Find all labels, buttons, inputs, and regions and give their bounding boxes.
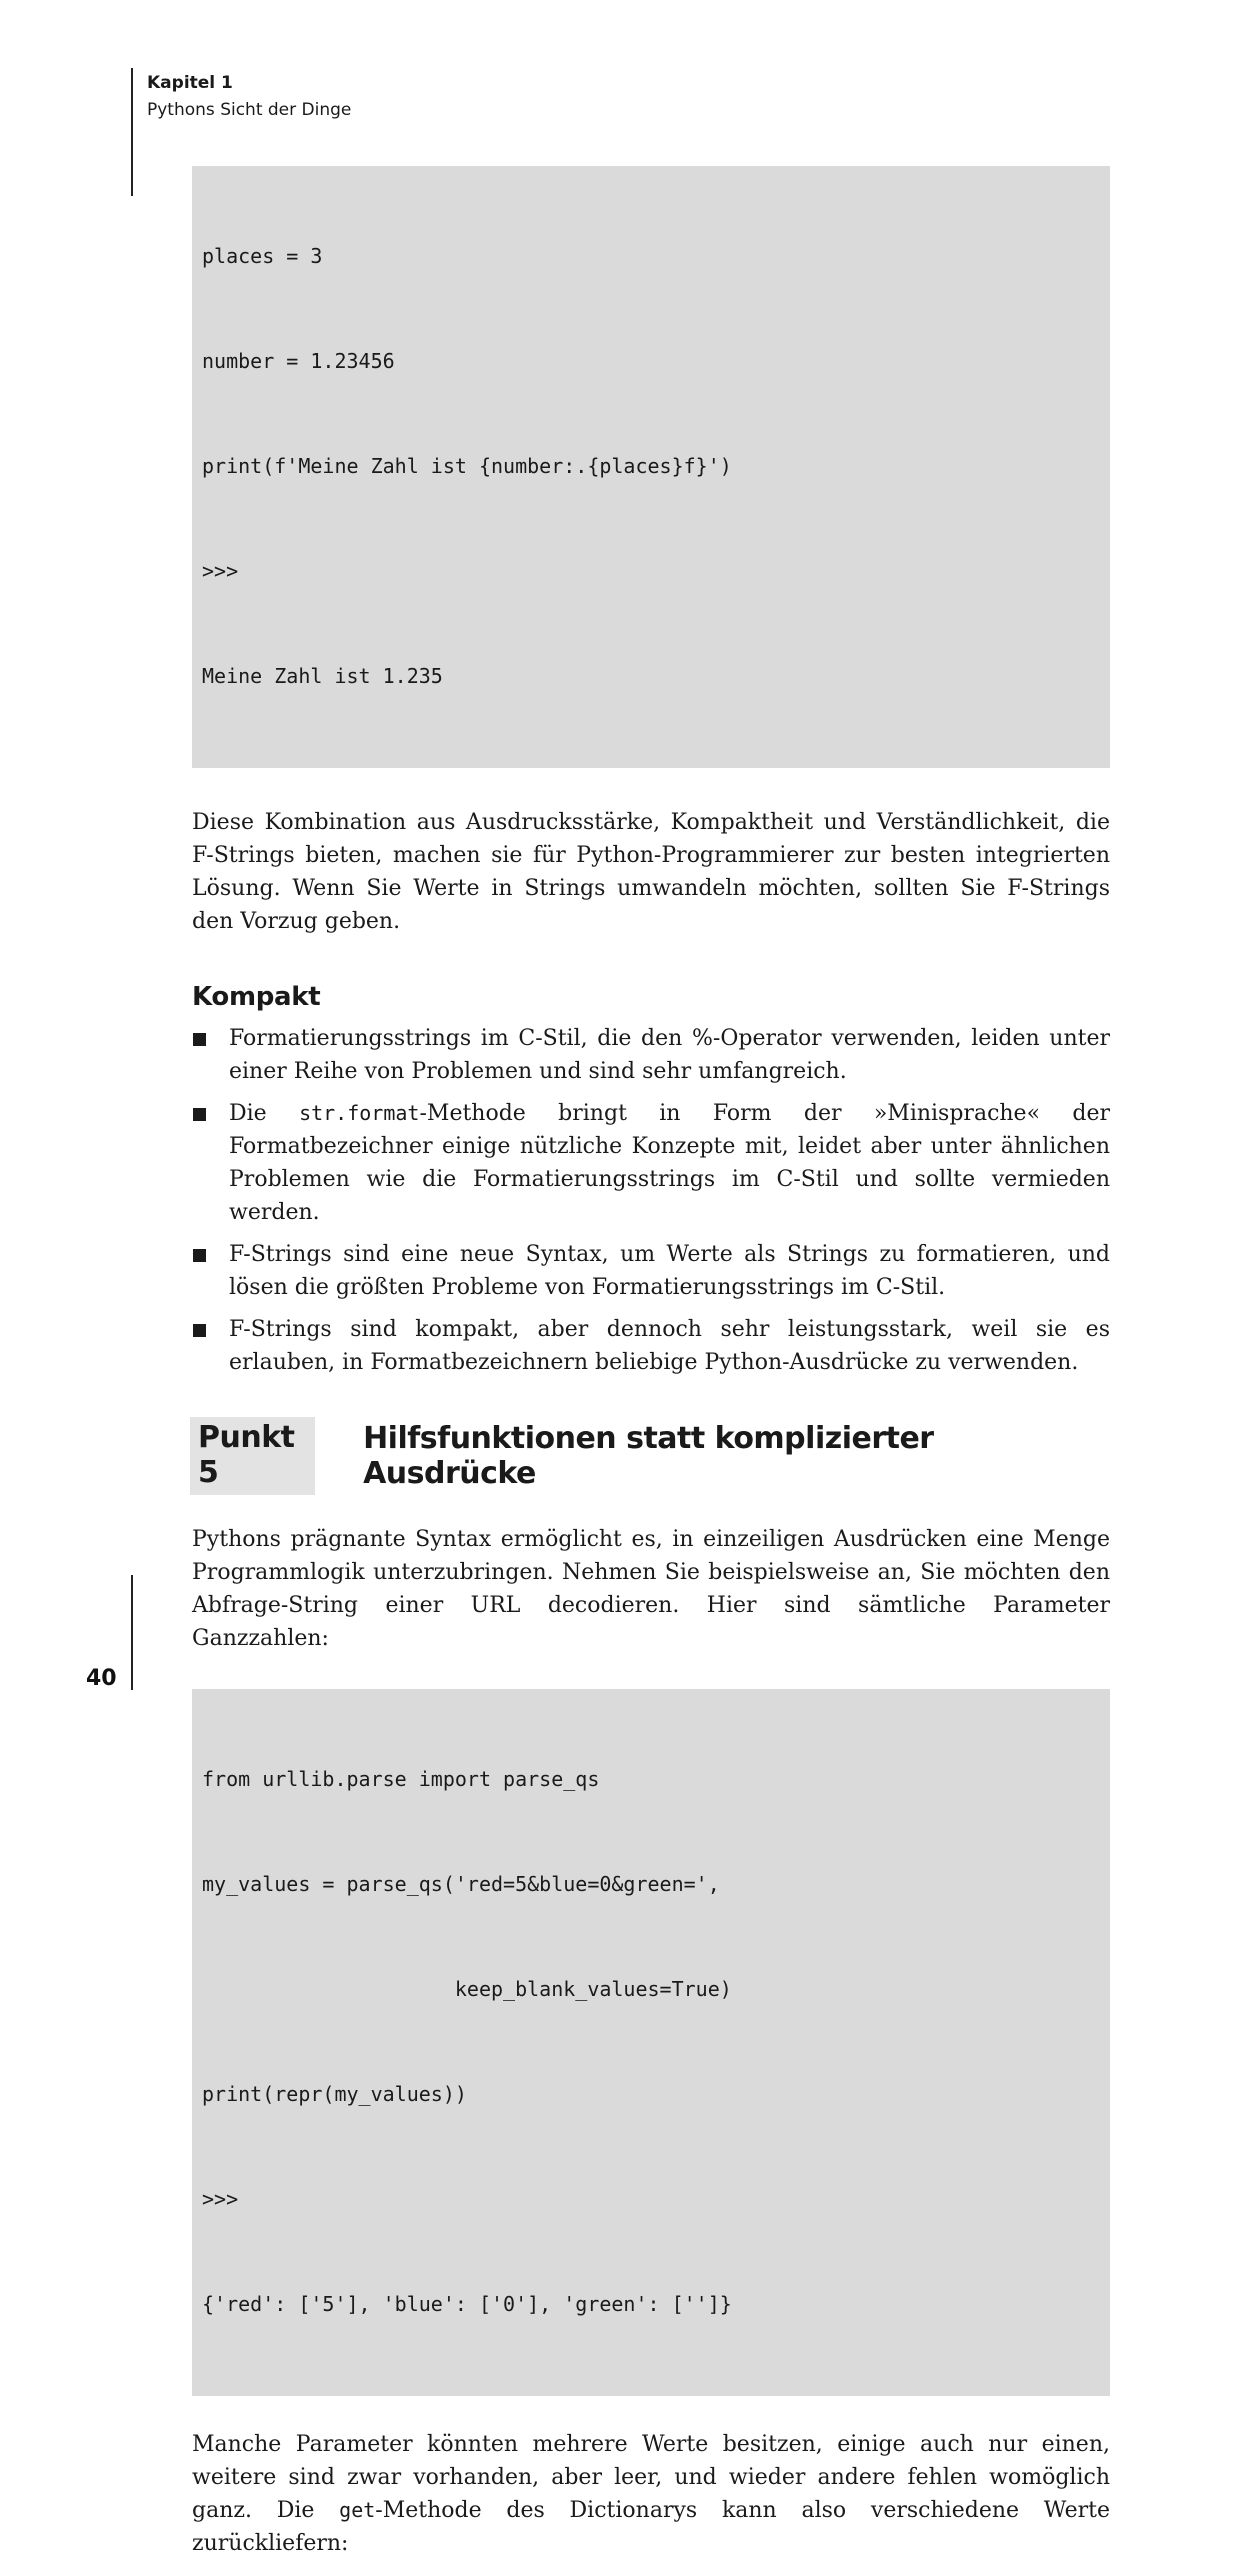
section-number-badge: Punkt 5	[190, 1417, 315, 1495]
square-bullet-icon	[193, 1033, 206, 1046]
code-line: places = 3	[202, 244, 323, 268]
code-line: print(repr(my_values))	[202, 2082, 467, 2106]
inline-code: str.format	[299, 1101, 420, 1125]
code-line: >>>	[202, 559, 239, 583]
square-bullet-icon	[193, 1249, 206, 1262]
footer-rule	[131, 1575, 133, 1690]
code-line: Meine Zahl ist 1.235	[202, 664, 443, 688]
list-item-text: F-Strings sind kompakt, aber dennoch sehr leistungsstark, weil sie es erlauben, in Formatbezeichnern beliebige Python-Ausdrücke zu verwenden.	[229, 1317, 1110, 1375]
square-bullet-icon	[193, 1324, 206, 1337]
list-item-text: Formatierungsstrings im C-Stil, die den %-Operator verwenden, leiden unter einer Reihe von Problemen und sind sehr umfangreich.	[229, 1026, 1110, 1084]
running-header	[147, 70, 351, 124]
list-item	[192, 1313, 1110, 1379]
code-line: keep_blank_values=True)	[202, 1977, 732, 2001]
text-run: -Methode des Dictionarys kann also verschiedene Werte zurückliefern:	[192, 2498, 1110, 2556]
code-line: number = 1.23456	[202, 349, 395, 373]
section-heading	[192, 1417, 1110, 1495]
list-item-text: F-Strings sind eine neue Syntax, um Werte als Strings zu formatieren, und lösen die größten Probleme von Formatierungsstrings im C-Stil.	[229, 1242, 1110, 1300]
code-block-parse-qs	[192, 1689, 1110, 2396]
text-run: Die	[229, 1101, 300, 1126]
text-run: Manche Parameter könnten mehrere Werte besitzen, einige auch nur einen, weitere sind zwar vorhanden, aber leer, und wieder andere fehlen womöglich ganz. Die	[192, 2432, 1110, 2523]
chapter-label: Kapitel 1	[147, 73, 233, 93]
summary-list	[192, 1022, 1110, 1379]
chapter-title: Pythons Sicht der Dinge	[147, 100, 352, 120]
code-line: print(f'Meine Zahl ist {number:.{places}f}')	[202, 454, 732, 478]
square-bullet-icon	[193, 1108, 206, 1121]
section-title: Hilfsfunktionen statt komplizierter Ausdrücke	[363, 1421, 934, 1491]
list-item	[192, 1097, 1110, 1229]
code-line: from urllib.parse import parse_qs	[202, 1767, 600, 1791]
code-line: >>>	[202, 2187, 239, 2211]
code-line: {'red': ['5'], 'blue': ['0'], 'green': ['']}	[202, 2292, 732, 2316]
list-item	[192, 1238, 1110, 1304]
paragraph-fstring-summary: Diese Kombination aus Ausdrucksstärke, Kompaktheit und Verständlichkeit, die F-Strings bieten, machen sie für Python-Programmierer zur besten integrierten Lösung. Wenn Sie Werte in Strings umwandeln möchten, sollten Sie F-Strings den Vorzug geben.	[192, 810, 1110, 934]
code-block-fstring	[192, 166, 1110, 768]
paragraph-get-method	[192, 2428, 1110, 2560]
page-number: 40	[86, 1666, 117, 1691]
code-line: my_values = parse_qs('red=5&blue=0&green=',	[202, 1872, 720, 1896]
list-item	[192, 1022, 1110, 1088]
text-run: -Methode bringt in Form der »Minisprache« der Formatbezeichner einige nützliche Konzepte mit, leidet aber unter ähnlichen Problemen wie die Formatierungsstrings im C-Stil und sollte vermieden werden.	[229, 1101, 1111, 1225]
list-item-text	[229, 1097, 1110, 1229]
header-rule	[131, 68, 133, 196]
paragraph-intro: Pythons prägnante Syntax ermöglicht es, in einzeiligen Ausdrücken eine Menge Programmlogik unterzubringen. Nehmen Sie beispielsweise an, Sie möchten den Abfrage-String einer URL decodieren. Hier sind sämtliche Parameter Ganzzahlen:	[192, 1527, 1110, 1651]
heading-kompakt: Kompakt	[192, 982, 321, 1012]
page-body	[192, 166, 1110, 2560]
inline-code: get	[339, 2498, 376, 2522]
